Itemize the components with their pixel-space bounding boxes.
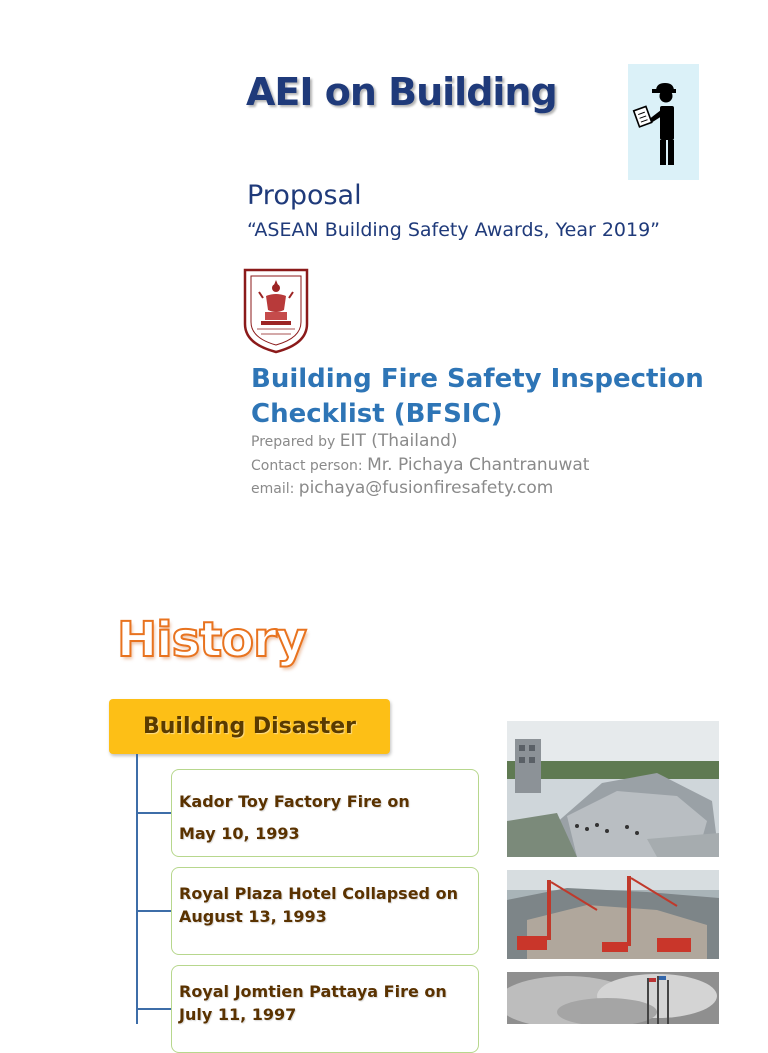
building-disaster-box: Building Disaster bbox=[109, 699, 390, 754]
event-card-royal-jomtien bbox=[171, 965, 479, 1053]
slide-title: AEI on Building bbox=[246, 70, 557, 114]
prepared-by-line bbox=[251, 431, 458, 451]
event-date: July 11, 1997 bbox=[179, 1005, 297, 1024]
eit-seal-logo bbox=[241, 266, 311, 354]
tree-connector-1 bbox=[136, 812, 172, 814]
email-label: email: bbox=[251, 481, 299, 497]
event-title: Royal Jomtien Pattaya Fire on bbox=[179, 982, 447, 1001]
inspector-clipboard-icon bbox=[628, 64, 699, 180]
prepared-by-label: Prepared by bbox=[251, 434, 340, 450]
hotel-collapse-photo bbox=[507, 870, 719, 959]
contact-label: Contact person: bbox=[251, 458, 368, 474]
email-value: pichaya@fusionfiresafety.com bbox=[298, 478, 554, 498]
tree-connector-2 bbox=[136, 910, 172, 912]
event-date: August 13, 1993 bbox=[179, 907, 327, 926]
award-title: “ASEAN Building Safety Awards, Year 2019” bbox=[247, 219, 661, 241]
event-card-kador bbox=[171, 769, 479, 857]
factory-collapse-photo bbox=[507, 721, 719, 857]
event-card-royal-plaza bbox=[171, 867, 479, 955]
contact-line bbox=[251, 455, 589, 475]
tree-connector-vertical bbox=[136, 754, 138, 1024]
email-line bbox=[251, 478, 553, 498]
event-title: Royal Plaza Hotel Collapsed on bbox=[179, 884, 458, 903]
event-title: Kador Toy Factory Fire on bbox=[179, 792, 410, 811]
contact-value: Mr. Pichaya Chantranuwat bbox=[367, 455, 590, 475]
tree-connector-3 bbox=[136, 1008, 172, 1010]
checklist-title-line1: Building Fire Safety Inspection bbox=[251, 364, 704, 394]
checklist-title bbox=[251, 362, 704, 432]
hotel-fire-smoke-photo bbox=[507, 972, 719, 1024]
event-date: May 10, 1993 bbox=[179, 824, 300, 843]
prepared-by-value: EIT (Thailand) bbox=[339, 431, 458, 451]
proposal-label: Proposal bbox=[247, 180, 362, 211]
history-heading: History bbox=[117, 612, 307, 668]
checklist-title-line2: Checklist (BFSIC) bbox=[251, 399, 503, 429]
